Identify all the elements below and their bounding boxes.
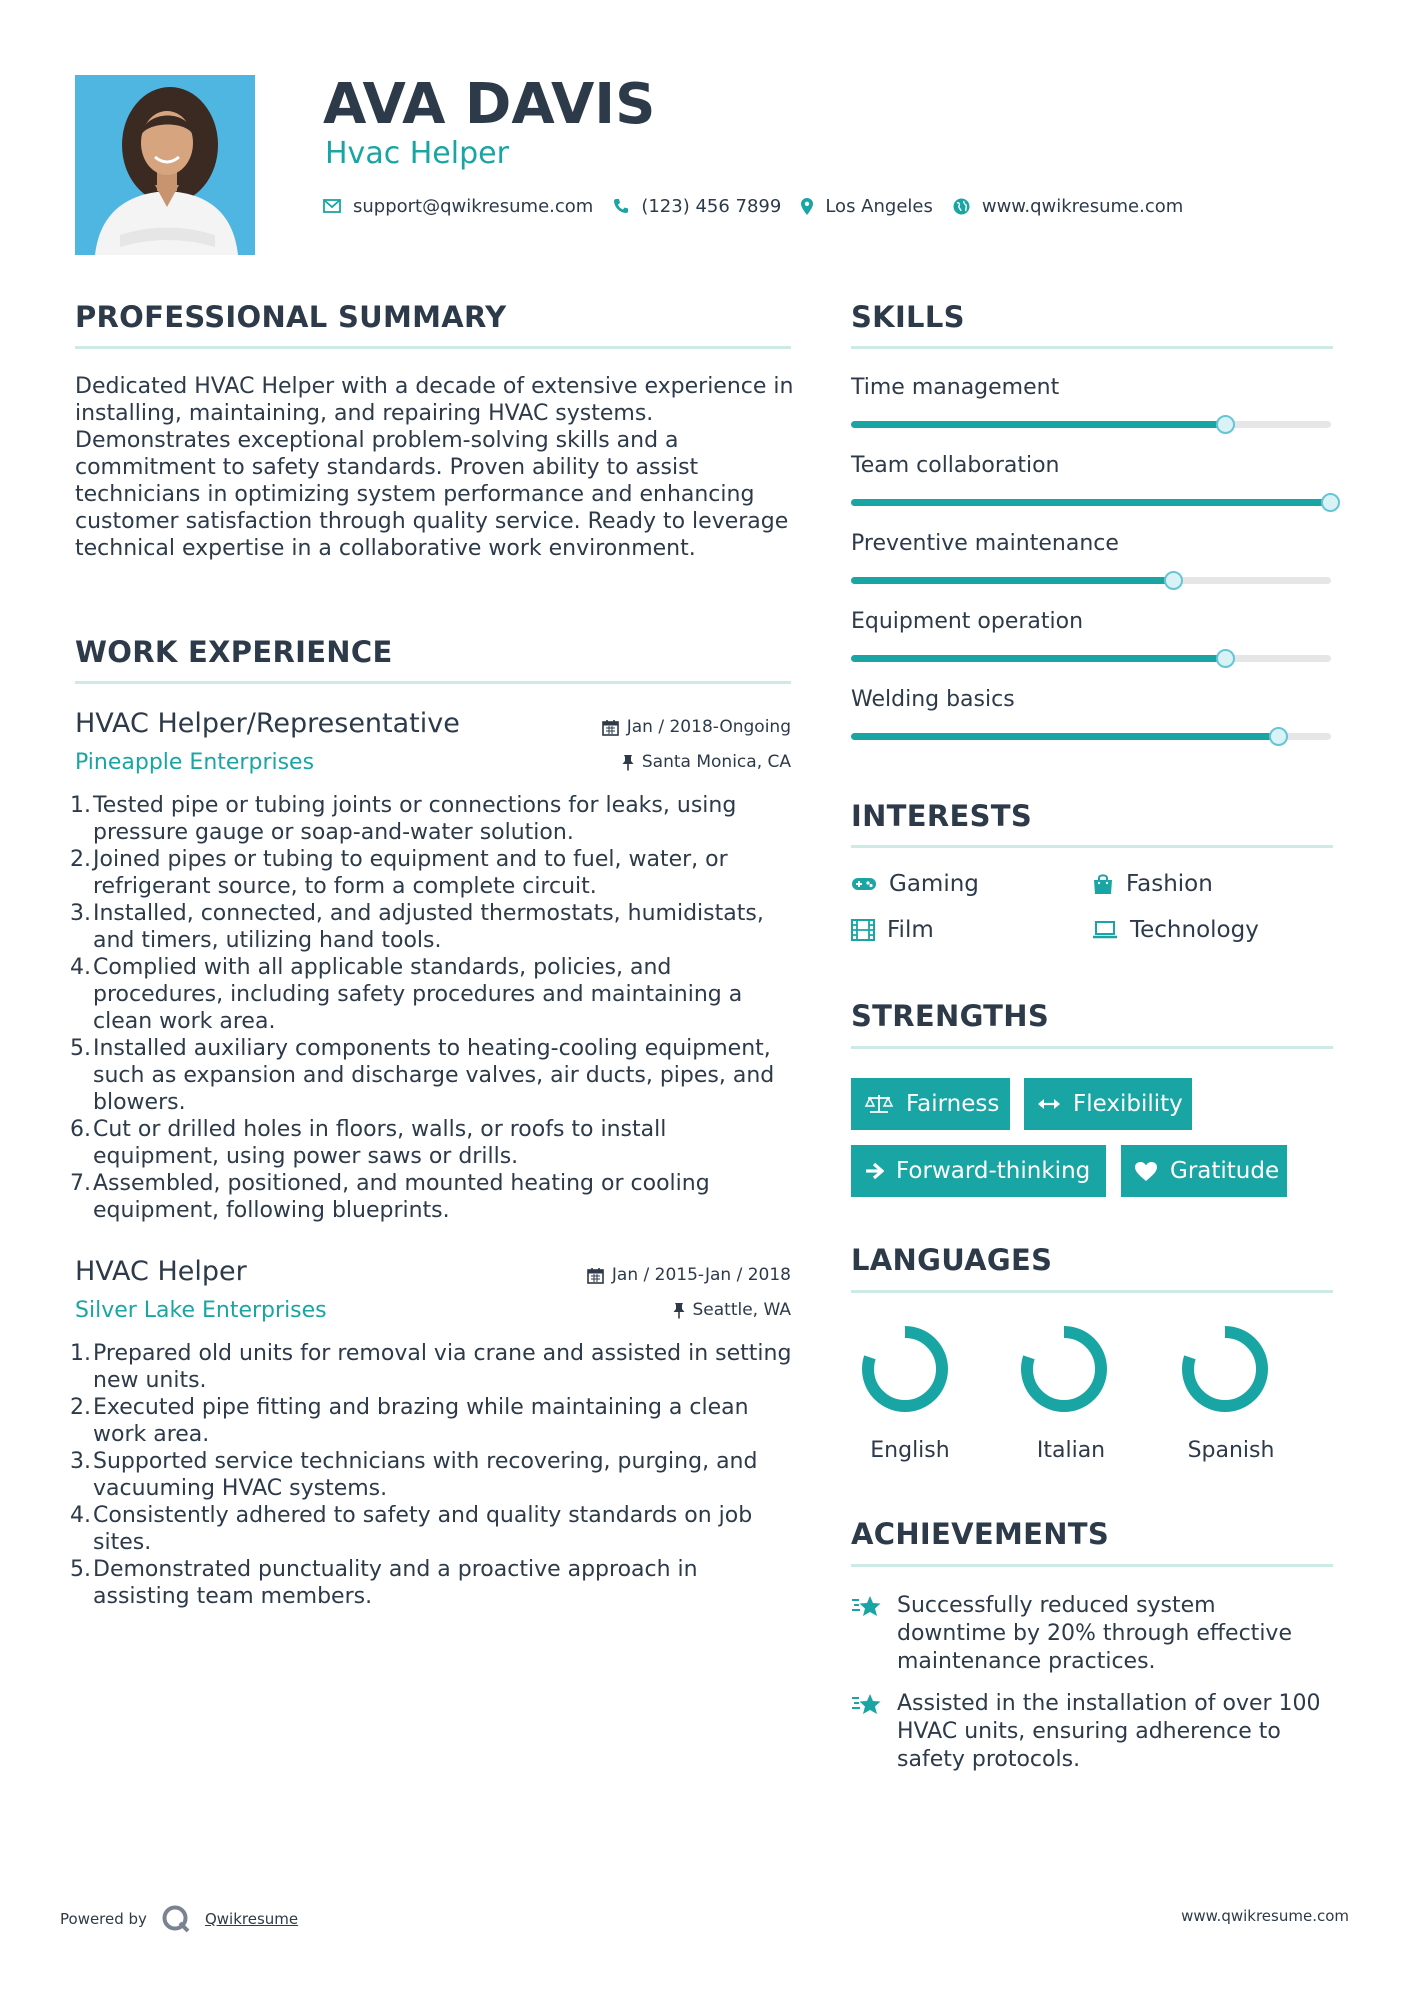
skill-bar-handle [1164, 571, 1183, 590]
strengths-divider [851, 1046, 1333, 1049]
list-item [70, 900, 795, 954]
summary-text: Dedicated HVAC Helper with a decade of extensive experience in installing, maintaining, and repairing HVAC systems. Demonstrates exceptional problem-solving skills and a commitment to safety standards. Proven ability to assist technicians in optimizing system performance and enhancing customer satisfaction through quality service. Ready to leverage technical expertise in a collaborative work environment. [75, 374, 794, 561]
list-item [70, 1116, 795, 1170]
language-name: Spanish [1187, 1438, 1275, 1463]
skill-name: Welding basics [851, 687, 1015, 712]
company-name: Silver Lake Enterprises [75, 1298, 327, 1323]
language-gauge-arc [1027, 1332, 1101, 1406]
location-text: Los Angeles [825, 195, 933, 217]
globe-icon [953, 198, 982, 215]
list-number: 7. [70, 1171, 91, 1196]
email-text: support@qwikresume.com [353, 195, 594, 217]
interest-item [851, 917, 934, 943]
contact-website[interactable] [953, 196, 1183, 217]
job-title: HVAC Helper [75, 1256, 247, 1287]
list-number: 4. [70, 955, 91, 980]
duty-text: Consistently adhered to safety and quality standards on job sites. [93, 1503, 753, 1555]
interest-item [1092, 871, 1213, 897]
achievements-divider [851, 1564, 1333, 1567]
duty-text: Complied with all applicable standards, policies, and procedures, including safety procedures and maintaining a clean work area. [93, 955, 743, 1034]
skill-bar-fill [851, 499, 1331, 506]
strength-label: Gratitude [1170, 1158, 1280, 1184]
brand-link[interactable]: Qwikresume [204, 1910, 299, 1928]
skill-bar-handle [1216, 415, 1235, 434]
interests-heading: INTERESTS [851, 799, 1033, 833]
job-location-text: Seattle, WA [692, 1300, 791, 1320]
duty-list [70, 1340, 795, 1610]
achievement-text: Assisted in the installation of over 100 HVAC units, ensuring adherence to safety protocols. [897, 1691, 1321, 1772]
skill-bar-handle [1321, 493, 1340, 512]
language-name: Italian [1036, 1438, 1106, 1463]
website-text: www.qwikresume.com [981, 195, 1184, 217]
map-marker-icon [801, 198, 825, 215]
footer-site-link[interactable]: www.qwikresume.com [1181, 1907, 1349, 1925]
interest-item [851, 871, 979, 897]
duty-text: Installed auxiliary components to heating-cooling equipment, such as expansion and discharge valves, air ducts, pipes, and blowers. [93, 1036, 775, 1115]
strength-badge [851, 1145, 1106, 1197]
list-number: 3. [70, 901, 91, 926]
interest-label: Technology [1130, 917, 1259, 943]
duty-text: Demonstrated punctuality and a proactive approach in assisting team members. [93, 1557, 698, 1609]
job-dates [491, 717, 791, 737]
job-title: HVAC Helper/Representative [75, 708, 460, 739]
achievement-item [851, 1592, 1331, 1676]
calendar-icon [587, 1267, 612, 1284]
language-gauge [1180, 1324, 1270, 1414]
summary-heading: PROFESSIONAL SUMMARY [75, 300, 507, 334]
list-number: 3. [70, 1449, 91, 1474]
language-gauge [860, 1324, 950, 1414]
candidate-role: Hvac Helper [325, 136, 509, 171]
list-number: 1. [70, 793, 91, 818]
languages-divider [851, 1290, 1333, 1293]
heart-icon [1134, 1161, 1170, 1182]
arrows-horizontal-icon [1037, 1097, 1073, 1111]
achievement-text: Successfully reduced system downtime by 20% through effective maintenance practices. [897, 1593, 1292, 1674]
duty-text: Prepared old units for removal via crane and assisted in setting new units. [93, 1341, 792, 1393]
summary-divider [75, 346, 791, 349]
contact-bar [323, 194, 1203, 218]
language-gauge-arc [1188, 1332, 1262, 1406]
interest-item [1092, 917, 1259, 943]
experience-divider [75, 681, 791, 684]
skill-bar-fill [851, 421, 1225, 428]
calendar-icon [602, 719, 627, 736]
profile-photo [75, 75, 255, 255]
achievements-heading: ACHIEVEMENTS [851, 1517, 1110, 1551]
list-number: 4. [70, 1503, 91, 1528]
skill-bar-fill [851, 577, 1173, 584]
skill-name: Equipment operation [851, 609, 1084, 634]
skill-bar-handle [1269, 727, 1288, 746]
interest-label: Fashion [1126, 871, 1213, 897]
strength-badge [1121, 1145, 1287, 1197]
languages-heading: LANGUAGES [851, 1243, 1053, 1277]
contact-phone[interactable] [613, 196, 781, 217]
achievement-item [851, 1690, 1331, 1774]
qwikresume-logo-icon [161, 1904, 191, 1934]
list-item [70, 1035, 795, 1116]
skill-name: Time management [851, 375, 1060, 400]
shopping-bag-icon [1092, 873, 1126, 895]
skill-bar [851, 577, 1331, 584]
skill-bar [851, 421, 1331, 428]
language-gauge-arc [868, 1332, 942, 1406]
job-location [491, 752, 791, 772]
pushpin-icon [622, 754, 642, 771]
list-item [70, 1502, 795, 1556]
skill-bar-fill [851, 655, 1225, 662]
interest-label: Film [887, 917, 934, 943]
skill-name: Preventive maintenance [851, 531, 1119, 556]
list-item [70, 1170, 795, 1224]
duty-text: Tested pipe or tubing joints or connections for leaks, using pressure gauge or soap-and-water solution. [93, 793, 737, 845]
job-dates-text: Jan / 2015-Jan / 2018 [611, 1265, 791, 1285]
job-location-text: Santa Monica, CA [641, 752, 791, 772]
job-dates [491, 1265, 791, 1285]
candidate-name: AVA DAVIS [323, 72, 656, 137]
powered-by-text: Powered by [60, 1910, 147, 1928]
list-number: 5. [70, 1557, 91, 1582]
strengths-heading: STRENGTHS [851, 999, 1050, 1033]
film-icon [851, 919, 887, 941]
duty-list [70, 792, 795, 1224]
phone-icon [613, 198, 641, 214]
interests-divider [851, 845, 1333, 848]
duty-text: Cut or drilled holes in floors, walls, or roofs to install equipment, using power saws or drills. [93, 1117, 667, 1169]
skill-bar [851, 733, 1331, 740]
list-number: 5. [70, 1036, 91, 1061]
strength-label: Fairness [906, 1091, 1000, 1117]
list-number: 1. [70, 1341, 91, 1366]
skills-heading: SKILLS [851, 300, 965, 334]
list-number: 2. [70, 1395, 91, 1420]
interest-label: Gaming [889, 871, 979, 897]
balance-scale-icon [864, 1093, 906, 1115]
duty-text: Executed pipe fitting and brazing while maintaining a clean work area. [93, 1395, 749, 1447]
list-item [70, 846, 795, 900]
list-item [70, 792, 795, 846]
list-number: 6. [70, 1117, 91, 1142]
strength-badge [1024, 1078, 1192, 1130]
list-number: 2. [70, 847, 91, 872]
envelope-icon [323, 199, 353, 213]
list-item [70, 1394, 795, 1448]
phone-text: (123) 456 7899 [641, 195, 782, 217]
company-name: Pineapple Enterprises [75, 750, 315, 775]
footer-branding [60, 1904, 298, 1934]
strength-label: Flexibility [1073, 1091, 1183, 1117]
skill-bar [851, 655, 1331, 662]
list-item [70, 954, 795, 1035]
duty-text: Supported service technicians with recovering, purging, and vacuuming HVAC systems. [93, 1449, 758, 1501]
pushpin-icon [673, 1302, 693, 1319]
laptop-icon [1092, 920, 1130, 940]
contact-location [801, 196, 933, 217]
strength-badge [851, 1078, 1010, 1130]
experience-heading: WORK EXPERIENCE [75, 635, 393, 669]
contact-email[interactable] [323, 196, 593, 217]
skills-divider [851, 346, 1333, 349]
job-location [491, 1300, 791, 1320]
shooting-star-icon [851, 1690, 897, 1774]
duty-text: Assembled, positioned, and mounted heating or cooling equipment, following blueprints. [93, 1171, 710, 1223]
language-name: English [870, 1438, 950, 1463]
arrow-right-icon [864, 1162, 896, 1180]
strength-label: Forward-thinking [896, 1158, 1091, 1184]
job-dates-text: Jan / 2018-Ongoing [626, 717, 791, 737]
list-item [70, 1448, 795, 1502]
skill-bar [851, 499, 1331, 506]
list-item [70, 1340, 795, 1394]
gamepad-icon [851, 876, 889, 892]
list-item [70, 1556, 795, 1610]
skill-bar-handle [1216, 649, 1235, 668]
duty-text: Joined pipes or tubing to equipment and to fuel, water, or refrigerant source, to form a complete circuit. [93, 847, 728, 899]
skill-bar-fill [851, 733, 1278, 740]
skill-name: Team collaboration [851, 453, 1060, 478]
language-gauge [1019, 1324, 1109, 1414]
duty-text: Installed, connected, and adjusted thermostats, humidistats, and timers, utilizing hand tools. [93, 901, 764, 953]
shooting-star-icon [851, 1592, 897, 1676]
